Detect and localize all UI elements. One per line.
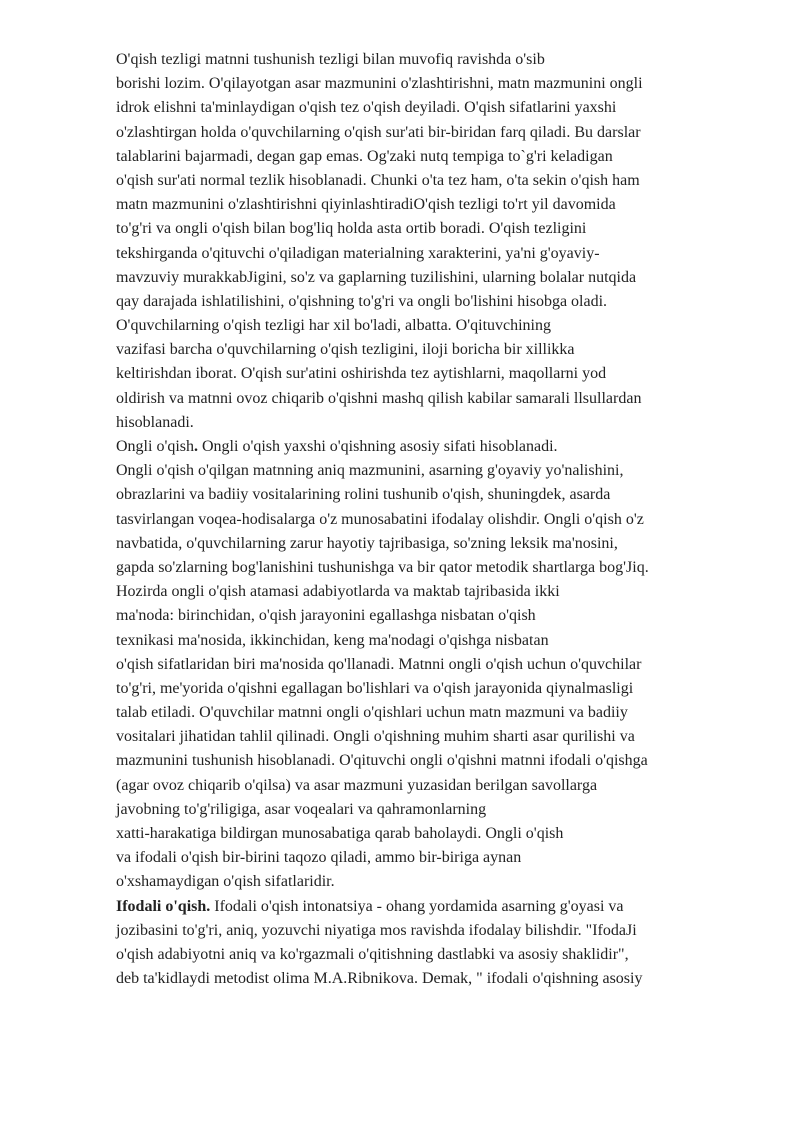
ifodali-heading: Ifodali o'qish. <box>116 897 211 915</box>
text-line: matn mazmunini o'zlashtirishni qiyinlashtiradiO'qish tezligi to'rt yil davomida <box>116 196 616 214</box>
text-line: hisoblanadi. <box>116 413 194 431</box>
section-intro-line <box>116 435 756 459</box>
text-line: to'g'ri va ongli o'qish bilan bog'liq holda asta ortib boradi. O'qish tezligini <box>116 220 587 238</box>
ongli-heading: Ongli o'qish <box>116 438 194 455</box>
text-line: mazmunini tushunish hisoblanadi. O'qituvchi ongli o'qishni matnni ifodali o'qishga <box>116 752 648 770</box>
text-line: va ifodali o'qish bir-birini taqozo qiladi, ammo bir-biriga aynan <box>116 849 522 867</box>
paragraph-ifodali-oqish <box>116 895 756 992</box>
text-line: jozibasini to'g'ri, aniq, yozuvchi niyatiga mos ravishda ifodalay bilishdir. "IfodaJi <box>116 921 637 939</box>
paragraph-reading-speed <box>116 48 756 435</box>
text-line: Ongli o'qish o'qilgan matnning aniq mazmunini, asarning g'oyaviy yo'nalishini, <box>116 462 624 480</box>
text-line: tasvirlangan voqea-hodisalarga o'z munosabatini ifodalay olishdir. Ongli o'qish o'z <box>116 510 644 528</box>
text-line: navbatida, o'quvchilarning zarur hayotiy tajribasiga, so'zning leksik ma'nosini, <box>116 534 618 552</box>
ifodali-heading-rest: Ifodali o'qish intonatsiya - ohang yordamida asarning g'oyasi va <box>210 897 624 915</box>
text-line: (agar ovoz chiqarib o'qilsa) va asar mazmuni yuzasidan berilgan savollarga <box>116 776 598 794</box>
text-line: o'qish adabiyotni aniq va ko'rgazmali o'qitishning dastlabki va asosiy shaklidir", <box>116 945 629 963</box>
text-line: talablarini bajarmadi, degan gap emas. Og'zaki nutq tempiga to`g'ri keladigan <box>116 147 613 165</box>
text-line: idrok elishni ta'minlaydigan o'qish tez o'qish deyiladi. O'qish sifatlarini yaxshi <box>116 99 617 117</box>
text-line: qay darajada ishlatilishini, o'qishning to'g'ri va ongli bo'lishini hisobga oladi. <box>116 292 608 310</box>
text-line: javobning to'g'riligiga, asar voqealari va qahramonlarning <box>116 800 487 818</box>
text-line: mavzuviy murakkabJigini, so'z va gaplarning tuzilishini, ularning bolalar nutqida <box>116 268 637 286</box>
text-line: gapda so'zlarning bog'lanishini tushunishga va bir qator metodik shartlarga bog'Jiq. <box>116 558 649 576</box>
text-line: to'g'ri, me'yorida o'qishni egallagan bo'lishlari va o'qish jarayonida qiynalmasligi <box>116 679 634 697</box>
text-line: deb ta'kidlaydi metodist olima M.A.Ribnikova. Demak, " ifodali o'qishning asosiy <box>116 970 643 988</box>
text-line: talab etiladi. O'quvchilar matnni ongli o'qishlari uchun matn mazmuni va badiiy <box>116 704 628 722</box>
text-line: O'quvchilarning o'qish tezligi har xil bo'ladi, albatta. O'qituvchining <box>116 317 551 335</box>
document-page <box>116 48 756 991</box>
ongli-heading-rest: Ongli o'qish yaxshi o'qishning asosiy sifati hisoblanadi. <box>198 438 558 455</box>
text-line: o'zlashtirgan holda o'quvchilarning o'qish sur'ati bir-biridan farq qiladi. Bu darslar <box>116 123 641 141</box>
text-line: vositalari jihatidan tahlil qilinadi. Ongli o'qishning muhim sharti asar qurilishi va <box>116 728 635 746</box>
text-line: o'xshamaydigan o'qish sifatlaridir. <box>116 873 335 891</box>
text-line: xatti-harakatiga bildirgan munosabatiga qarab baholaydi. Ongli o'qish <box>116 825 564 842</box>
text-line: o'qish sifatlaridan biri ma'nosida qo'llanadi. Matnni ongli o'qish uchun o'quvchilar <box>116 655 642 673</box>
text-line: o'qish sur'ati normal tezlik hisoblanadi. Chunki o'ta tez ham, o'ta sekin o'qish ham <box>116 171 640 189</box>
section-intro-line <box>116 895 756 919</box>
text-line: borishi lozim. O'qilayotgan asar mazmunini o'zlashtirishni, matn mazmunini ongli <box>116 75 643 93</box>
text-line: obrazlarini va badiiy vositalarining rolini tushunib o'qish, shuningdek, asarda <box>116 486 611 504</box>
text-line: tekshirganda o'qituvchi o'qiladigan materialning xarakterini, ya'ni g'oyaviy- <box>116 244 600 262</box>
ongli-heading-dot: . <box>194 438 198 455</box>
text-line: oldirish va matnni ovoz chiqarib o'qishni mashq qilish kabilar samarali llsullardan <box>116 389 642 407</box>
text-line: texnikasi ma'nosida, ikkinchidan, keng ma'nodagi o'qishga nisbatan <box>116 631 549 649</box>
text-line: O'qish tezligi matnni tushunish tezligi bilan muvofiq ravishda o'sib <box>116 51 545 68</box>
text-line: vazifasi barcha o'quvchilarning o'qish tezligini, iloji boricha bir xillikka <box>116 341 575 359</box>
text-line: ma'noda: birinchidan, o'qish jarayonini egallashga nisbatan o'qish <box>116 607 536 625</box>
paragraph-ongli-oqish <box>116 435 756 895</box>
text-line: keltirishdan iborat. O'qish sur'atini oshirishda tez aytishlarni, maqollarni yod <box>116 365 607 383</box>
text-line: Hozirda ongli o'qish atamasi adabiyotlarda va maktab tajribasida ikki <box>116 583 560 601</box>
